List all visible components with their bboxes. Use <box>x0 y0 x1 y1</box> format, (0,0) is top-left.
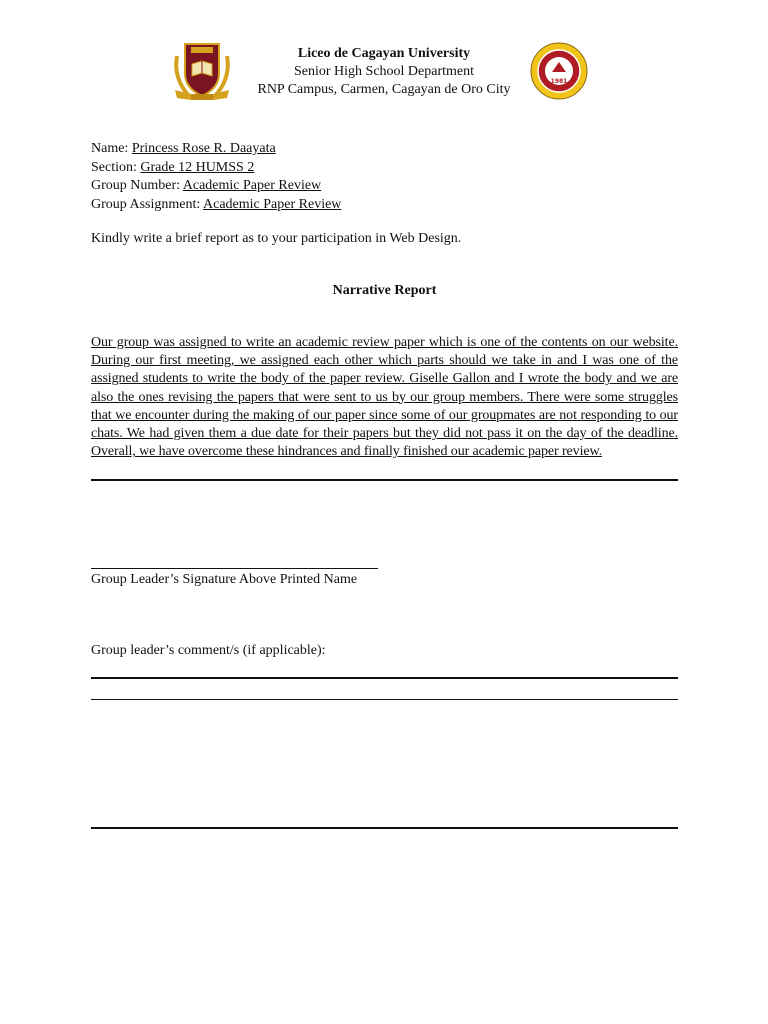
seal-year: 1981 <box>550 78 568 85</box>
signature-line <box>91 568 378 569</box>
comment-line <box>91 677 678 679</box>
university-crest-icon <box>171 38 233 102</box>
comment-line <box>91 699 678 700</box>
name-label: Name: <box>91 141 132 156</box>
narrative-end-line <box>91 479 678 481</box>
student-info <box>91 140 341 214</box>
signature-label: Group Leader’s Signature Above Printed Name <box>91 572 358 587</box>
group-number-label: Group Number: <box>91 178 183 193</box>
group-assignment-row <box>91 196 341 215</box>
university-name: Liceo de Cagayan University <box>297 46 471 61</box>
group-assignment-value: Academic Paper Review <box>203 196 342 212</box>
section-label: Section: <box>91 159 141 175</box>
comment-line <box>91 827 678 829</box>
group-assignment-label: Group Assignment: <box>91 196 204 212</box>
section-value: Grade 12 HUMSS 2 <box>140 159 255 175</box>
instruction-text: Kindly write a brief report as to your participation in Web Design. <box>91 231 462 246</box>
comment-label: Group leader’s comment/s (if applicable): <box>91 643 326 658</box>
campus-address: RNP Campus, Carmen, Cagayan de Oro City <box>257 82 511 97</box>
narrative-paragraph: Our group was assigned to write an academic review paper which is one of the contents on our website. During our first meeting, we assigned each other which parts should we take in and I was one of the assigned students to write the body of the paper review. Giselle Gallon and I wrote the body and we are also the ones revising the papers that were sent to us by our group members. There were some struggles that we encounter during the making of our paper since some of our groupmates are not responding to our chats. We had given them a due date for their papers but they did not pass it on the day of the deadline. Overall, we have overcome these hindrances and finally finished our academic paper review. <box>91 335 678 460</box>
name-value: Princess Rose R. Daayata <box>131 141 276 156</box>
department-name: Senior High School Department <box>293 64 475 79</box>
report-title: Narrative Report <box>332 283 437 298</box>
group-number-value: Academic Paper Review <box>182 178 322 193</box>
university-seal-icon <box>530 42 588 100</box>
section-row <box>91 159 341 178</box>
name-row <box>91 140 341 159</box>
group-number-row <box>91 177 341 196</box>
document-header <box>230 45 538 99</box>
